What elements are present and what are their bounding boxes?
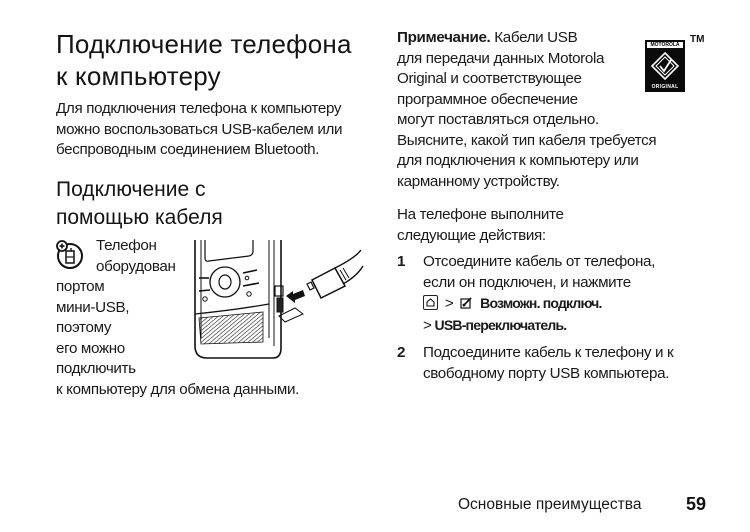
text-line: портом — [56, 278, 105, 295]
text-line: Для подключения телефона к компьютеру — [56, 100, 342, 117]
menu-path — [423, 293, 717, 315]
title-line: Подключение телефона — [56, 29, 352, 59]
text-line: мини-USB, — [56, 298, 130, 316]
trademark-symbol: TM — [690, 34, 705, 45]
text-line: свободному порту USB компьютера. — [423, 364, 670, 382]
page-number: 59 — [686, 494, 707, 514]
instructions-intro — [397, 205, 564, 246]
step-1 — [397, 252, 717, 336]
checkmark-diamond-icon — [651, 52, 679, 80]
step-2 — [397, 343, 717, 384]
text-line: Original и соответствующее — [397, 70, 582, 87]
text-line: Выясните, какой тип кабеля требуется — [397, 131, 657, 149]
menu-item-connection-options: Возможн. подключ. — [480, 295, 602, 311]
heading-line: Подключение с — [56, 178, 206, 201]
text-line: для подключения к компьютеру или — [397, 152, 639, 169]
step-number: 1 — [397, 253, 406, 270]
text-line: беспроводным соединением Bluetooth. — [56, 141, 320, 158]
page-title — [56, 28, 352, 92]
title-line: к компьютеру — [56, 61, 221, 91]
text-line: оборудован — [96, 257, 176, 275]
menu-item-usb-switch: USB-переключатель. — [434, 316, 567, 333]
section-heading — [56, 176, 223, 232]
text-line: следующие действия: — [397, 226, 546, 244]
text-line: подключить — [56, 360, 136, 377]
text-line: могут поставляться отдельно. — [397, 111, 599, 128]
text-line: к компьютеру для обмена данными. — [56, 380, 299, 398]
logo-bottom-text: ORIGINAL — [651, 84, 679, 90]
path-separator: > — [444, 295, 454, 312]
step-number: 2 — [397, 344, 406, 361]
home-key-icon — [423, 295, 438, 310]
logo-top-text: MOTOROLA — [647, 42, 683, 48]
text-line: программное обеспечение — [397, 90, 578, 108]
text-line — [397, 28, 656, 49]
intro-paragraph — [56, 99, 342, 161]
note-label: Примечание. — [397, 29, 491, 46]
text-line: поэтому — [56, 319, 112, 336]
text-line: Телефон — [96, 237, 157, 254]
text-line: можно воспользоваться USB-кабелем или — [56, 120, 343, 138]
text-line: карманному устройству. — [397, 172, 560, 190]
text-line: На телефоне выполните — [397, 206, 564, 223]
phone-usb-cable-illustration — [185, 238, 365, 363]
menu-subpath — [423, 315, 717, 337]
motorola-original-logo — [645, 40, 685, 92]
text-line: Отсоедините кабель от телефона, — [423, 253, 655, 270]
path-separator: > — [423, 316, 432, 334]
text-line: если он подключен, и нажмите — [423, 273, 631, 291]
text-line: Подсоедините кабель к телефону и к — [423, 344, 674, 361]
text-line: его можно — [56, 339, 125, 357]
footer-section-title: Основные преимущества — [458, 496, 642, 513]
connection-settings-icon — [460, 295, 472, 307]
text-fragment: Кабели USB — [490, 29, 578, 46]
heading-line: помощью кабеля — [56, 206, 223, 229]
note-paragraph — [397, 28, 656, 192]
text-line: для передачи данных Motorola — [397, 49, 605, 67]
